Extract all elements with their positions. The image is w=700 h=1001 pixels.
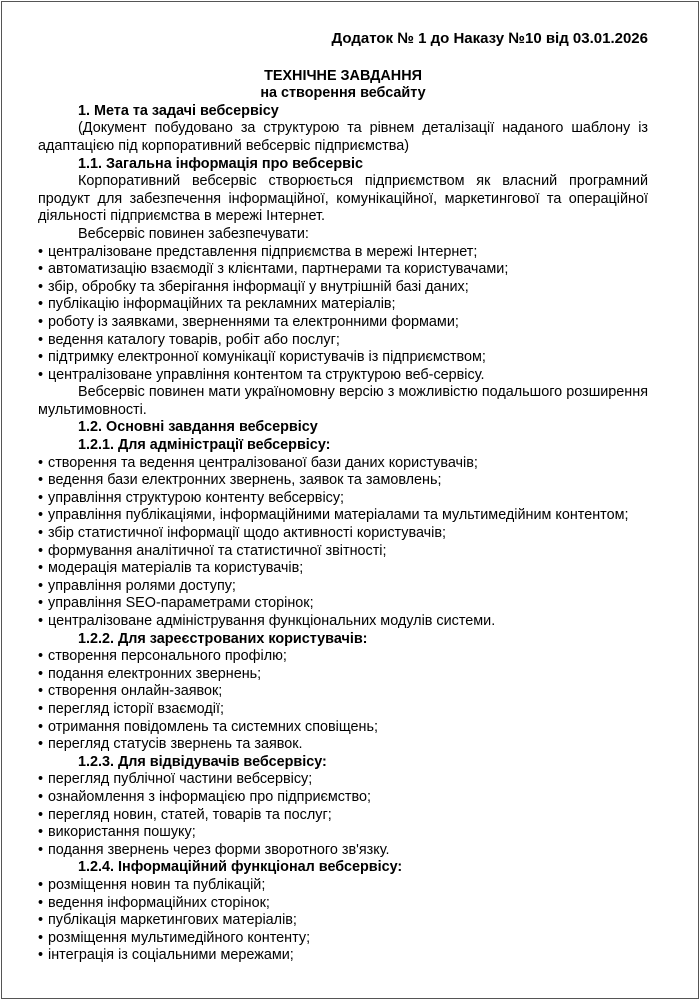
- bullet-icon: •: [38, 243, 44, 260]
- document-subtitle: на створення вебсайту: [260, 85, 426, 102]
- bullet-icon: •: [38, 595, 44, 612]
- section-1-2-3-list: [38, 771, 648, 859]
- bullet-icon: •: [38, 648, 44, 665]
- annex-reference: Додаток № 1 до Наказу №10 від 03.01.2026: [331, 30, 648, 47]
- bullet-icon: •: [38, 613, 44, 629]
- document-title: ТЕХНІЧНЕ ЗАВДАННЯ: [264, 67, 422, 84]
- list-item: • підтримку електронної комунікації користувачів із підприємством;: [38, 349, 486, 366]
- bullet-icon: •: [38, 683, 44, 700]
- section-1-2-3-heading: 1.2.3. Для відвідувачів вебсервісу:: [78, 753, 327, 770]
- section-1-2-heading: 1.2. Основні завдання вебсервісу: [78, 419, 318, 436]
- section-1-1-list: [38, 244, 648, 385]
- bullet-icon: •: [38, 296, 44, 313]
- section-1-1-intro: Корпоративний вебсервіс створюється підприємством як власний програмний продукт для забезпечення інформаційної, комунікаційної, маркетингової та операційної діяльності підприємства в мережі Інтернет.: [38, 173, 648, 225]
- list-item: • перегляд публічної частини вебсервісу;: [38, 771, 313, 788]
- list-item: • формування аналітичної та статистичної звітності;: [38, 542, 387, 559]
- list-item: • подання електронних звернень;: [38, 665, 262, 682]
- list-item: • централізоване представлення підприємства в мережі Інтернет;: [38, 243, 478, 260]
- section-1-2-4-list: [38, 877, 648, 965]
- bullet-icon: •: [38, 841, 44, 858]
- list-item: • централізоване адміністрування функціональних модулів системи.: [38, 613, 496, 629]
- section-1-1-outro: Вебсервіс повинен мати україномовну версію з можливістю подальшого розширення мультимовності.: [38, 384, 648, 418]
- bullet-icon: •: [38, 331, 44, 348]
- list-item: • отримання повідомлень та системних сповіщень;: [38, 718, 379, 735]
- list-item: • перегляд новин, статей, товарів та послуг;: [38, 806, 332, 823]
- list-item: • управління структурою контенту вебсервісу;: [38, 489, 345, 506]
- list-item: • перегляд історії взаємодії;: [38, 700, 224, 717]
- list-item: • створення онлайн-заявок;: [38, 683, 223, 700]
- bullet-icon: •: [38, 577, 44, 594]
- section-1-note: (Документ побудовано за структурою та рівнем деталізації наданого шаблону із адаптацією під корпоративний вебсервіс підприємства): [38, 120, 648, 154]
- bullet-icon: •: [38, 700, 44, 717]
- list-item: • збір статистичної інформації щодо активності користувачів;: [38, 525, 446, 542]
- list-item: • управління публікаціями, інформаційними матеріалами та мультимедійним контентом;: [38, 507, 629, 524]
- list-item: • використання пошуку;: [38, 824, 196, 841]
- document-page: [1, 1, 699, 999]
- list-item: • публікацію інформаційних та рекламних матеріалів;: [38, 296, 396, 313]
- bullet-icon: •: [38, 824, 44, 841]
- bullet-icon: •: [38, 929, 44, 946]
- section-1-1-heading: 1.1. Загальна інформація про вебсервіс: [78, 155, 363, 172]
- list-item: • роботу із заявками, зверненнями та електронними формами;: [38, 313, 459, 330]
- list-item: • створення та ведення централізованої бази даних користувачів;: [38, 454, 478, 471]
- list-item: • розміщення новин та публікацій;: [38, 876, 266, 893]
- section-1-1-lead: Вебсервіс повинен забезпечувати:: [78, 225, 309, 242]
- bullet-icon: •: [38, 525, 44, 542]
- bullet-icon: •: [38, 560, 44, 577]
- list-item: • управління ролями доступу;: [38, 577, 236, 594]
- list-item: • ведення бази електронних звернень, заявок та замовлень;: [38, 472, 442, 489]
- bullet-icon: •: [38, 366, 44, 383]
- section-1-2-2-list: [38, 648, 648, 754]
- bullet-icon: •: [38, 489, 44, 506]
- bullet-icon: •: [38, 718, 44, 735]
- bullet-icon: •: [38, 771, 44, 788]
- section-1-2-1-list: [38, 455, 648, 631]
- list-item: • управління SEO-параметрами сторінок;: [38, 595, 314, 612]
- section-1-2-2-heading: 1.2.2. Для зареєстрованих користувачів:: [78, 630, 368, 647]
- bullet-icon: •: [38, 876, 44, 893]
- bullet-icon: •: [38, 454, 44, 471]
- bullet-icon: •: [38, 278, 44, 295]
- bullet-icon: •: [38, 349, 44, 366]
- list-item: • модерація матеріалів та користувачів;: [38, 560, 304, 577]
- bullet-icon: •: [38, 261, 44, 278]
- list-item: • подання звернень через форми зворотного зв'язку.: [38, 841, 390, 858]
- section-1-heading: 1. Мета та задачі вебсервісу: [78, 102, 279, 119]
- bullet-icon: •: [38, 894, 44, 911]
- bullet-icon: •: [38, 788, 44, 805]
- bullet-icon: •: [38, 313, 44, 330]
- list-item: • централізоване управління контентом та структурою веб-сервісу.: [38, 366, 485, 383]
- list-item: • публікація маркетингових матеріалів;: [38, 912, 297, 929]
- bullet-icon: •: [38, 507, 44, 524]
- list-item: • ведення каталогу товарів, робіт або послуг;: [38, 331, 340, 348]
- section-1-2-1-heading: 1.2.1. Для адміністрації вебсервісу:: [78, 437, 331, 454]
- list-item: • автоматизацію взаємодії з клієнтами, партнерами та користувачами;: [38, 261, 509, 278]
- list-item: • збір, обробку та зберігання інформації у внутрішній базі даних;: [38, 278, 469, 295]
- section-1-2-4-heading: 1.2.4. Інформаційний функціонал вебсервісу:: [78, 859, 403, 876]
- list-item: • інтеграція із соціальними мережами;: [38, 947, 294, 964]
- list-item: • створення персонального профілю;: [38, 648, 287, 665]
- bullet-icon: •: [38, 806, 44, 823]
- document-content: [38, 30, 648, 965]
- list-item: • перегляд статусів звернень та заявок.: [38, 736, 303, 753]
- bullet-icon: •: [38, 736, 44, 753]
- bullet-icon: •: [38, 542, 44, 559]
- bullet-icon: •: [38, 472, 44, 489]
- list-item: • ознайомлення з інформацією про підприємство;: [38, 788, 371, 805]
- list-item: • розміщення мультимедійного контенту;: [38, 929, 311, 946]
- bullet-icon: •: [38, 912, 44, 929]
- bullet-icon: •: [38, 665, 44, 682]
- list-item: • ведення інформаційних сторінок;: [38, 894, 270, 911]
- bullet-icon: •: [38, 947, 44, 964]
